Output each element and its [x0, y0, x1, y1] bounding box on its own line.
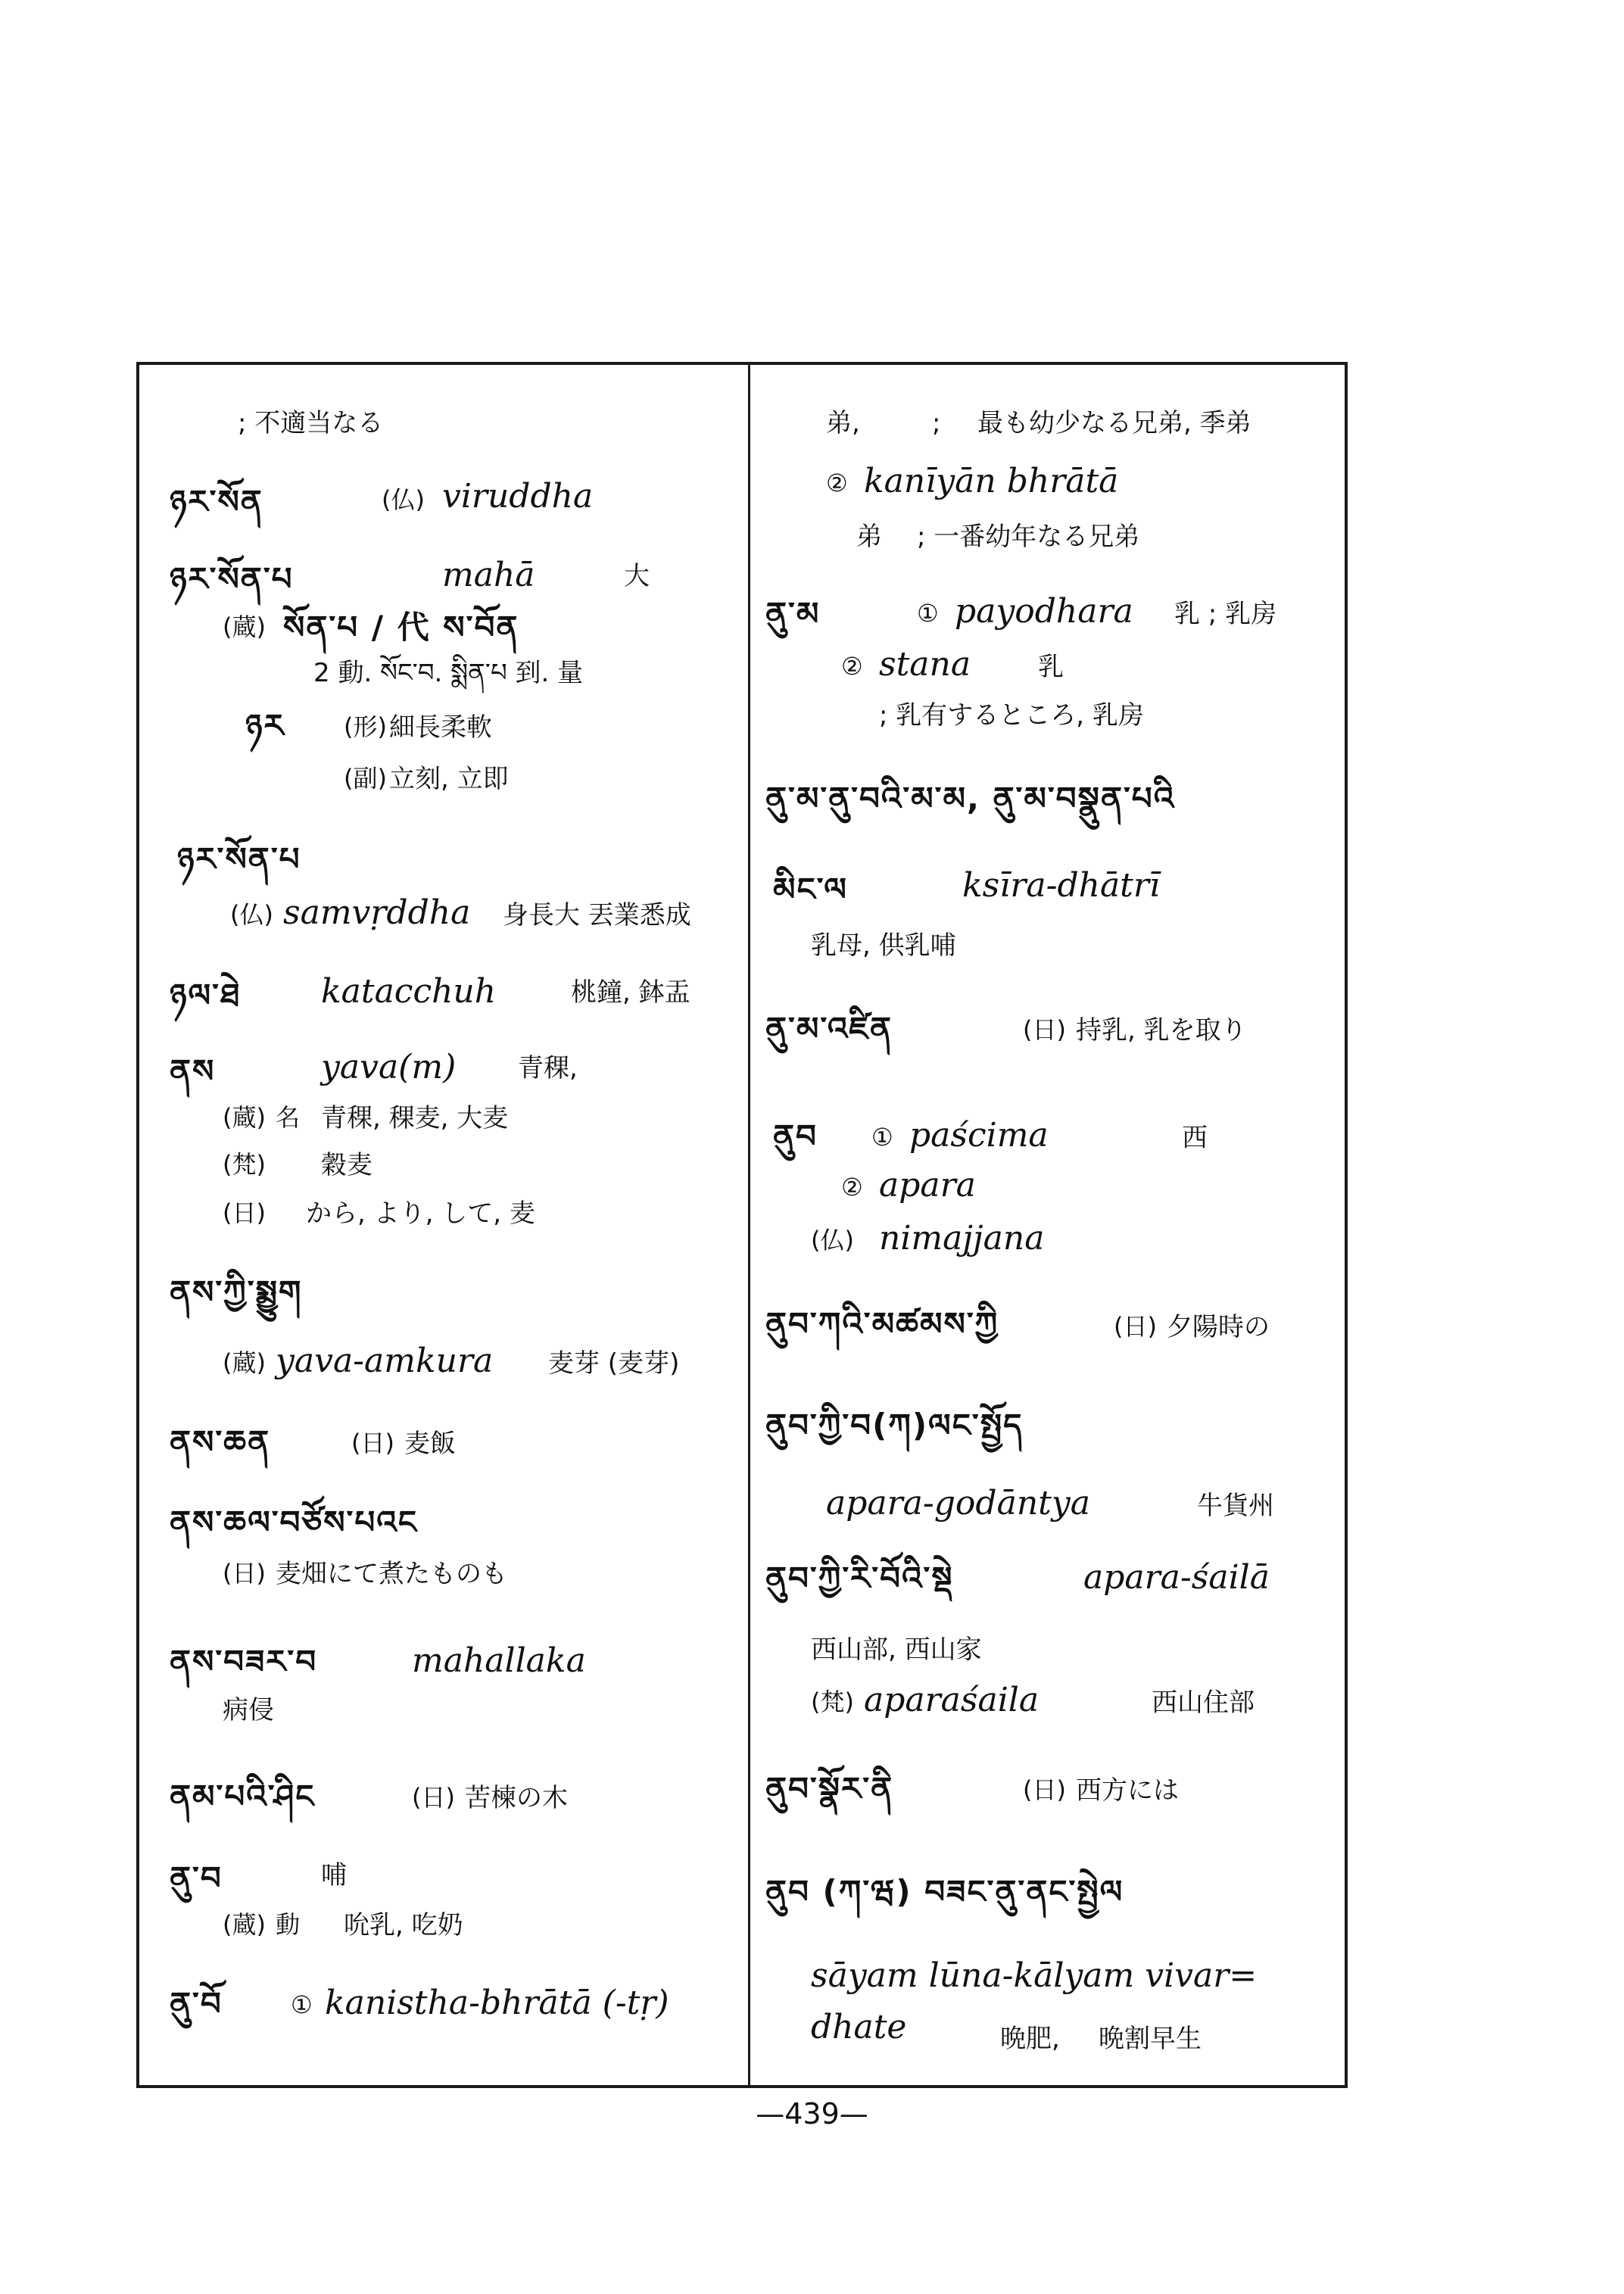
left-line: から, より, して, 麦 — [306, 1198, 535, 1229]
left-line: (日) — [223, 1559, 266, 1588]
right-line: 牛貨州 — [1197, 1491, 1274, 1521]
right-line: ② — [826, 469, 848, 497]
left-line: 穀麦 — [321, 1150, 372, 1180]
left-line: ནས་ཀྱི་སྨྱུག — [170, 1273, 303, 1311]
right-line: ; 乳有するところ, 乳房 — [879, 700, 1144, 731]
right-line: ① — [871, 1123, 893, 1152]
right-line: (日) — [1114, 1312, 1157, 1341]
left-line: ; 不適当なる — [238, 408, 384, 438]
right-line: 最も幼少なる兄弟, 季弟 — [977, 408, 1252, 438]
right-line: ; 一番幼年なる兄弟 — [917, 522, 1140, 552]
left-line: 青稞, — [518, 1053, 578, 1083]
left-line: 身長大 丟業悉成 — [503, 900, 691, 930]
right-line: 晩肥, — [1000, 2024, 1060, 2054]
left-line: སོན་པ / 代 ས་བོན — [283, 609, 519, 646]
left-line: 動 — [276, 1910, 301, 1939]
left-column — [139, 365, 748, 2085]
right-line: 乳 ; 乳房 — [1174, 599, 1277, 629]
left-line: ནུ་བོ — [170, 1985, 223, 2022]
right-line: ② — [841, 652, 863, 681]
right-line: ནུ་མ་འཛིན — [765, 1010, 893, 1047]
left-line: (副) — [344, 764, 387, 793]
right-line: ② — [841, 1173, 863, 1202]
right-line: dhate — [811, 2008, 907, 2046]
right-line: ① — [917, 599, 939, 628]
left-line: (蔵) — [223, 1348, 266, 1377]
left-line: mahallaka — [412, 1641, 586, 1680]
left-line: 麦芽 (麦芽) — [548, 1348, 680, 1379]
left-line: (日) — [412, 1783, 455, 1812]
left-line: 名 — [276, 1103, 301, 1132]
left-line: 麦飯 — [404, 1429, 456, 1459]
dictionary-page-frame — [136, 362, 1348, 2088]
left-line: yava(m) — [321, 1048, 457, 1086]
left-line: 青稞, 稞麦, 大麦 — [321, 1103, 509, 1133]
left-line: kanistha-bhrātā (-tṛ) — [325, 1984, 669, 2022]
right-line: sāyam lūna-kālyam vivar= — [811, 1956, 1258, 1995]
right-line: (仏) — [811, 1226, 854, 1255]
right-line: apara-śailā — [1083, 1558, 1270, 1597]
left-line: 桃鐘, 鉢盂 — [571, 977, 690, 1008]
left-line: ནས་བཟར་བ — [170, 1643, 318, 1680]
right-line: མིང་ལ — [773, 871, 848, 908]
left-line: (蔵) — [223, 1103, 266, 1132]
right-line: ནུ་མ — [765, 595, 821, 632]
left-line: 大 — [624, 561, 650, 591]
left-line: ཉར་སོན — [170, 483, 263, 520]
right-line: (梵) — [811, 1688, 854, 1716]
left-line: ཉར — [245, 707, 285, 744]
right-line: 西山住部 — [1152, 1688, 1255, 1718]
left-line: (蔵) — [223, 1910, 266, 1939]
left-line: ཉར་སོན་པ — [170, 560, 294, 597]
left-line: ནུ་བ — [170, 1859, 223, 1897]
right-line: 乳母, 供乳哺 — [811, 930, 956, 961]
right-line: 弟, — [826, 408, 860, 438]
left-line: 苦楝の木 — [465, 1783, 568, 1813]
left-line: 立刻, 立即 — [389, 764, 509, 794]
left-line: ནམ་པའི་ཤིང — [170, 1778, 316, 1815]
left-line: samvṛddha — [283, 893, 471, 932]
left-line: ཉལ་ཐེ — [170, 977, 242, 1014]
right-line: apara-godāntya — [826, 1484, 1090, 1523]
left-line: (仏) — [382, 485, 425, 514]
right-line: ནུབ — [773, 1117, 818, 1155]
right-line: ནུབ (ཀ་ཝ) བཟང་ནུ་ནང་སྤྱེལ — [765, 1873, 1124, 1910]
right-line: 西山部, 西山家 — [811, 1635, 982, 1665]
left-line: viruddha — [442, 477, 594, 516]
right-column — [750, 365, 1345, 2085]
left-line: 哺 — [321, 1860, 347, 1890]
right-line: ; — [932, 408, 941, 438]
left-line: yava-amkura — [276, 1342, 494, 1380]
right-line: ནུབ་ཀྱི་རི་བོའི་སྡེ — [765, 1560, 954, 1597]
right-line: ནུབ་ཀའི་མཚམས་ཀྱི — [765, 1305, 999, 1342]
right-line: payodhara — [955, 592, 1133, 631]
right-line: nimajjana — [879, 1219, 1045, 1258]
right-line: paścima — [909, 1116, 1049, 1155]
left-line: (日) — [351, 1429, 394, 1457]
left-line: (梵) — [223, 1150, 266, 1179]
left-line: ① — [291, 1990, 313, 2019]
right-line: stana — [879, 645, 971, 684]
right-line: 持乳, 乳を取り — [1076, 1015, 1247, 1046]
right-line: ksīra-dhātrī — [962, 866, 1160, 905]
left-line: ཉར་སོན་པ — [177, 840, 301, 877]
right-line: apara — [879, 1166, 976, 1205]
left-line: (蔵) — [223, 612, 266, 641]
right-line: 西 — [1182, 1123, 1208, 1153]
left-line: 吮乳, 吃奶 — [344, 1910, 463, 1940]
right-line: 夕陽時の — [1167, 1312, 1270, 1342]
left-line: 2 動. སོང་བ. སྨིན་པ 到. 量 — [313, 658, 584, 688]
left-line: 病侵 — [223, 1695, 274, 1725]
left-line: 細長柔軟 — [389, 712, 492, 743]
right-line: 西方には — [1076, 1775, 1179, 1806]
right-line: (日) — [1023, 1015, 1066, 1044]
right-line: 乳 — [1038, 652, 1064, 682]
left-line: (仏) — [230, 900, 273, 929]
left-line: ནས — [170, 1052, 216, 1089]
page-number: —439— — [756, 2097, 868, 2130]
right-line: aparaśaila — [864, 1681, 1040, 1719]
left-line: katacchuh — [321, 972, 497, 1011]
right-line: kanīyān bhrātā — [864, 462, 1119, 500]
left-line: ནས་ཆལ་བཙོས་པའང — [170, 1504, 418, 1541]
left-line: mahā — [442, 556, 535, 594]
left-line: ནས་ཆན — [170, 1423, 271, 1460]
right-line: 弟 — [856, 522, 882, 552]
left-line: (形) — [344, 712, 387, 741]
right-line: ནུབ་སྣོར་ནི — [765, 1770, 894, 1807]
right-line: (日) — [1023, 1775, 1066, 1804]
right-line: ནུབ་ཀྱི་བ(ཀ)ལང་སྤྱོད — [765, 1407, 1024, 1444]
right-line: ནུ་མ་ནུ་བའི་མ་མ, ནུ་མ་བསྣུན་པའི — [765, 780, 1176, 817]
left-line: 麦畑にて煮たものも — [276, 1559, 507, 1589]
right-line: 晩割早生 — [1099, 2024, 1202, 2054]
left-line: (日) — [223, 1198, 266, 1227]
